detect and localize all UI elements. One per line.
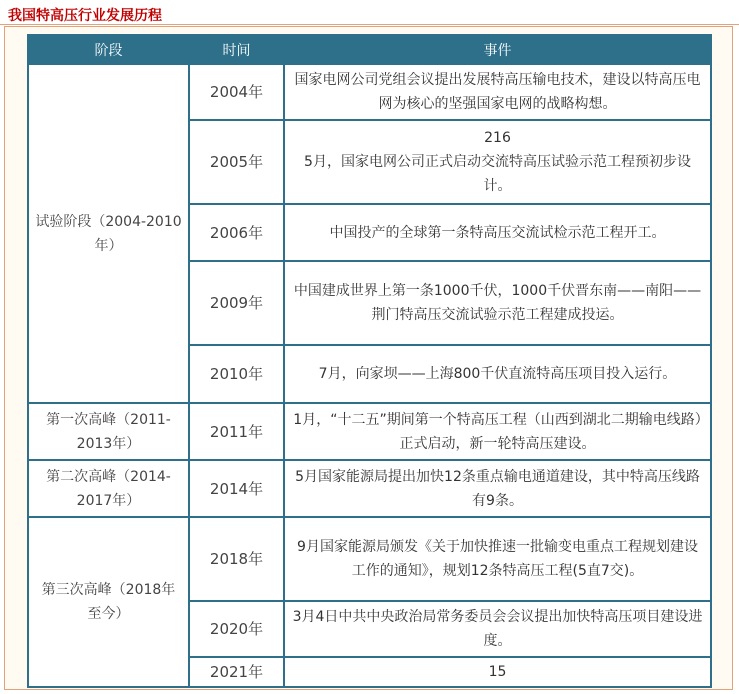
event-cell: 3月4日中共中央政治局常务委员会会议提出加快特高压项目建设进度。 bbox=[284, 601, 711, 657]
year-cell: 2010年 bbox=[189, 345, 284, 403]
table-row bbox=[28, 64, 711, 120]
event-cell: 7月，向家坝——上海800千伏直流特高压项目投入运行。 bbox=[284, 345, 711, 403]
stage-cell-trial: 试验阶段（2004-2010年） bbox=[28, 64, 189, 403]
event-cell: 216 5月，国家电网公司正式启动交流特高压试验示范工程预初步设计。 bbox=[284, 120, 711, 204]
event-cell: 9月国家能源局颁发《关于加快推速一批输变电重点工程规划建设工作的通知》，规划12条特高压工程(5直7交)。 bbox=[284, 517, 711, 601]
header-stage: 阶段 bbox=[28, 35, 189, 64]
event-cell: 5月国家能源局提出加快12条重点输电通道建设，其中特高压线路有9条。 bbox=[284, 460, 711, 517]
event-cell: 国家电网公司党组会议提出发展特高压输电技术，建设以特高压电网为核心的坚强国家电网的战略构想。 bbox=[284, 64, 711, 120]
stage-cell-second-peak: 第二次高峰（2014-2017年） bbox=[28, 460, 189, 517]
table-header-row bbox=[28, 35, 711, 64]
year-cell: 2005年 bbox=[189, 120, 284, 204]
year-cell: 2006年 bbox=[189, 204, 284, 261]
header-event: 事件 bbox=[284, 35, 711, 64]
stage-cell-first-peak: 第一次高峰（2011-2013年） bbox=[28, 403, 189, 460]
event-cell: 15 bbox=[284, 657, 711, 687]
stage-cell-third-peak: 第三次高峰（2018年至今） bbox=[28, 517, 189, 687]
year-cell: 2021年 bbox=[189, 657, 284, 687]
page-title: 我国特高压行业发展历程 bbox=[8, 8, 162, 24]
header-time: 时间 bbox=[189, 35, 284, 64]
table-row bbox=[28, 517, 711, 601]
year-cell: 2014年 bbox=[189, 460, 284, 517]
title-divider bbox=[0, 24, 739, 25]
table-row bbox=[28, 460, 711, 517]
year-cell: 2020年 bbox=[189, 601, 284, 657]
development-history-table bbox=[27, 34, 712, 688]
table-row bbox=[28, 403, 711, 460]
year-cell: 2009年 bbox=[189, 261, 284, 345]
year-cell: 2011年 bbox=[189, 403, 284, 460]
event-cell: 中国建成世界上第一条1000千伏，1000千伏晋东南——南阳——荆门特高压交流试验示范工程建成投运。 bbox=[284, 261, 711, 345]
event-cell: 1月，“十二五”期间第一个特高压工程（山西到湖北二期输电线路）正式启动，新一轮特高压建设。 bbox=[284, 403, 711, 460]
year-cell: 2004年 bbox=[189, 64, 284, 120]
event-cell: 中国投产的全球第一条特高压交流试检示范工程开工。 bbox=[284, 204, 711, 261]
year-cell: 2018年 bbox=[189, 517, 284, 601]
